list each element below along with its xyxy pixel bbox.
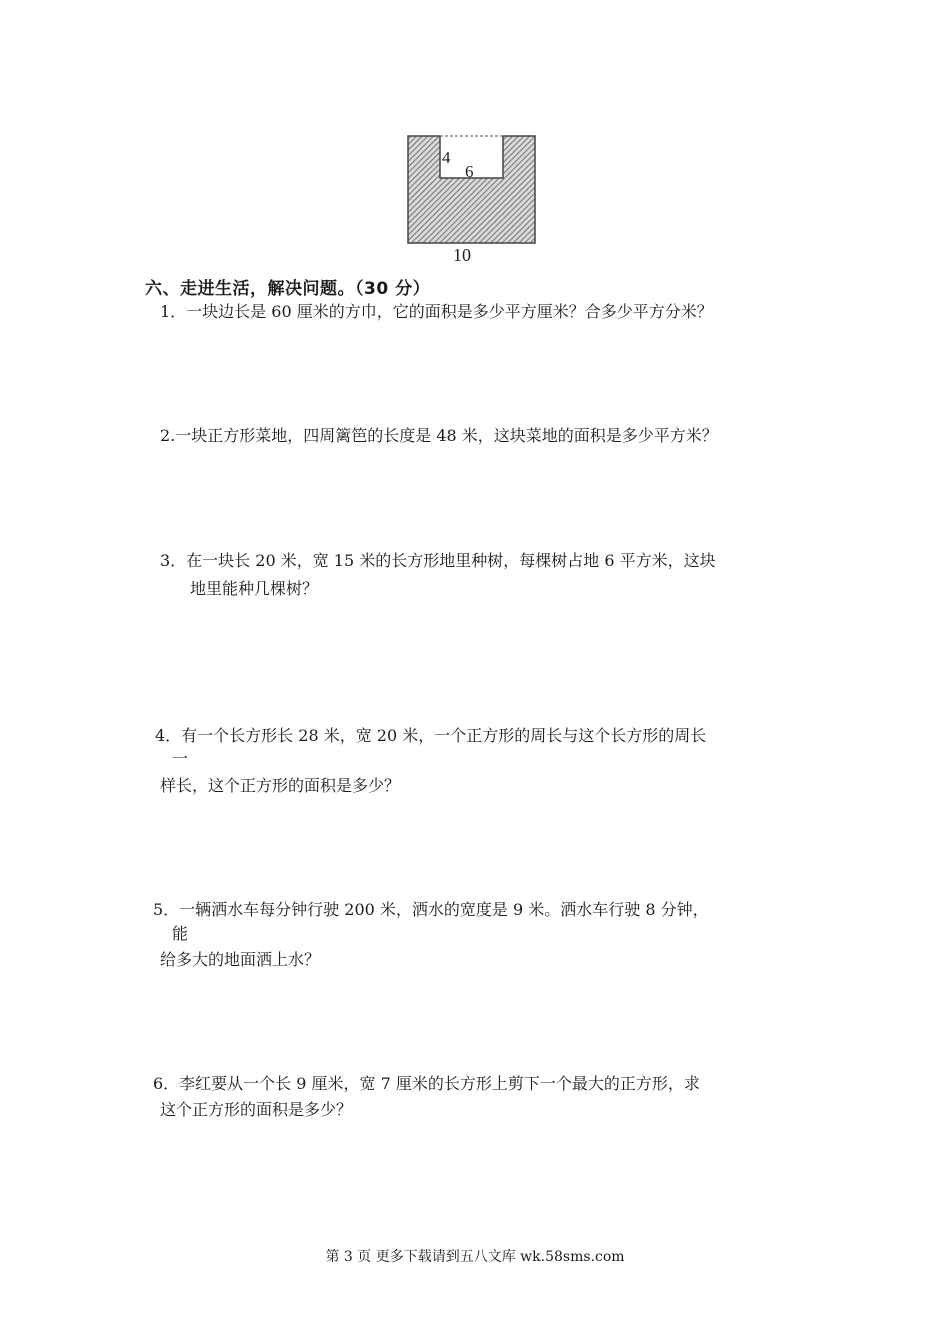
- question-4-line-1: 4．有一个长方形长 28 米，宽 20 米，一个正方形的周长与这个长方形的周长: [155, 726, 707, 745]
- question-6-line-2: 这个正方形的面积是多少？: [160, 1100, 353, 1119]
- section-title: 六、走进生活，解决问题。（30 分）: [145, 279, 431, 299]
- label-height: 4: [442, 148, 451, 167]
- question-5-line-3: 给多大的地面洒上水？: [160, 950, 321, 969]
- question-6-line-1: 6．李红要从一个长 9 厘米，宽 7 厘米的长方形上剪下一个最大的正方形，求: [153, 1074, 700, 1093]
- shaded-region: [408, 136, 535, 243]
- page-footer: 第 3 页 更多下载请到五八文库 wk.58sms.com: [325, 1249, 625, 1265]
- shape-figure: [405, 130, 540, 265]
- question-2-line-1: 2.一块正方形菜地，四周篱笆的长度是 48 米，这块菜地的面积是多少平方米？: [160, 426, 718, 445]
- question-4-line-3: 样长，这个正方形的面积是多少？: [160, 776, 401, 795]
- question-4-line-2: 一: [172, 749, 189, 768]
- label-base: 10: [453, 245, 471, 265]
- notched-rectangle-diagram: [405, 130, 540, 265]
- question-5-line-2: 能: [172, 924, 189, 943]
- question-3-line-1: 3．在一块长 20 米，宽 15 米的长方形地里种树，每棵树占地 6 平方米，这块: [160, 551, 716, 570]
- question-5-line-1: 5．一辆洒水车每分钟行驶 200 米，洒水的宽度是 9 米。洒水车行驶 8 分钟，: [153, 900, 709, 919]
- label-width: 6: [465, 162, 474, 181]
- question-1-line-1: 1．一块边长是 60 厘米的方巾，它的面积是多少平方厘米？合多少平方分米？: [160, 302, 713, 321]
- question-3-line-2: 地里能种几棵树？: [190, 579, 319, 598]
